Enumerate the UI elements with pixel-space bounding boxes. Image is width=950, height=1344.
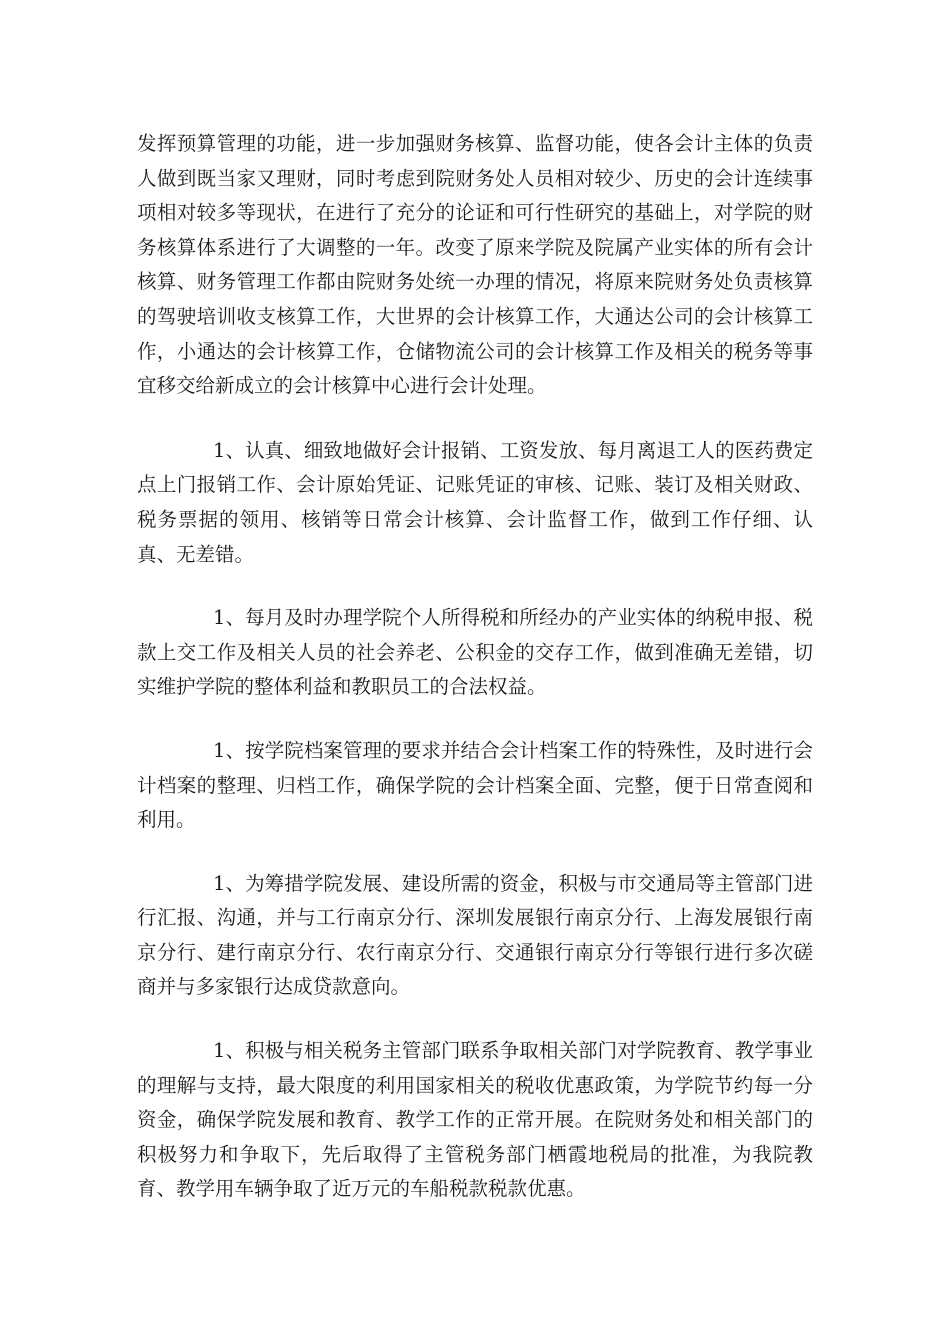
paragraph-tax-filing: 1、每月及时办理学院个人所得税和所经办的产业实体的纳税申报、税款上交工作及相关人员的社会养老、公积金的交存工作，做到准确无差错，切实维护学院的整体利益和教职员工的合法权益。 bbox=[137, 606, 813, 699]
paragraph-budget-reform: 发挥预算管理的功能，进一步加强财务核算、监督功能，使各会计主体的负责人做到既当家又理财，同时考虑到院财务处人员相对较少、历史的会计连续事项相对较多等现状，在进行了充分的论证和可行性研究的基础上，对学院的财务核算体系进行了大调整的一年。改变了原来学院及院属产业实体的所有会计核算、财务管理工作都由院财务处统一办理的情况，将原来院财务处负责核算的驾驶培训收支核算工作，大世界的会计核算工作，大通达公司的会计核算工作，小通达的会计核算工作，仓储物流公司的会计核算工作及相关的税务等事宜移交给新成立的会计核算中心进行会计处理。 bbox=[137, 132, 813, 398]
paragraph-accounting-work: 1、认真、细致地做好会计报销、工资发放、每月离退工人的医药费定点上门报销工作、会计原始凭证、记账凭证的审核、记账、装订及相关财政、税务票据的领用、核销等日常会计核算、会计监督工作，做到工作仔细、认真、无差错。 bbox=[137, 438, 813, 566]
document-body bbox=[137, 127, 813, 1236]
paragraph-archive-management: 1、按学院档案管理的要求并结合会计档案工作的特殊性，及时进行会计档案的整理、归档工作，确保学院的会计档案全面、完整，便于日常查阅和利用。 bbox=[137, 738, 813, 832]
paragraph-tax-incentives: 1、积极与相关税务主管部门联系争取相关部门对学院教育、教学事业的理解与支持，最大限度的利用国家相关的税收优惠政策，为学院节约每一分资金，确保学院发展和教育、教学工作的正常开展。在院财务处和相关部门的积极努力和争取下，先后取得了主管税务部门栖霞地税局的批准，为我院教育、教学用车辆争取了近万元的车船税款税款优惠。 bbox=[137, 1039, 813, 1201]
paragraph-funding: 1、为筹措学院发展、建设所需的资金，积极与市交通局等主管部门进行汇报、沟通，并与工行南京分行、深圳发展银行南京分行、上海发展银行南京分行、建行南京分行、农行南京分行、交通银行南京分行等银行进行多次磋商并与多家银行达成贷款意向。 bbox=[137, 871, 813, 999]
